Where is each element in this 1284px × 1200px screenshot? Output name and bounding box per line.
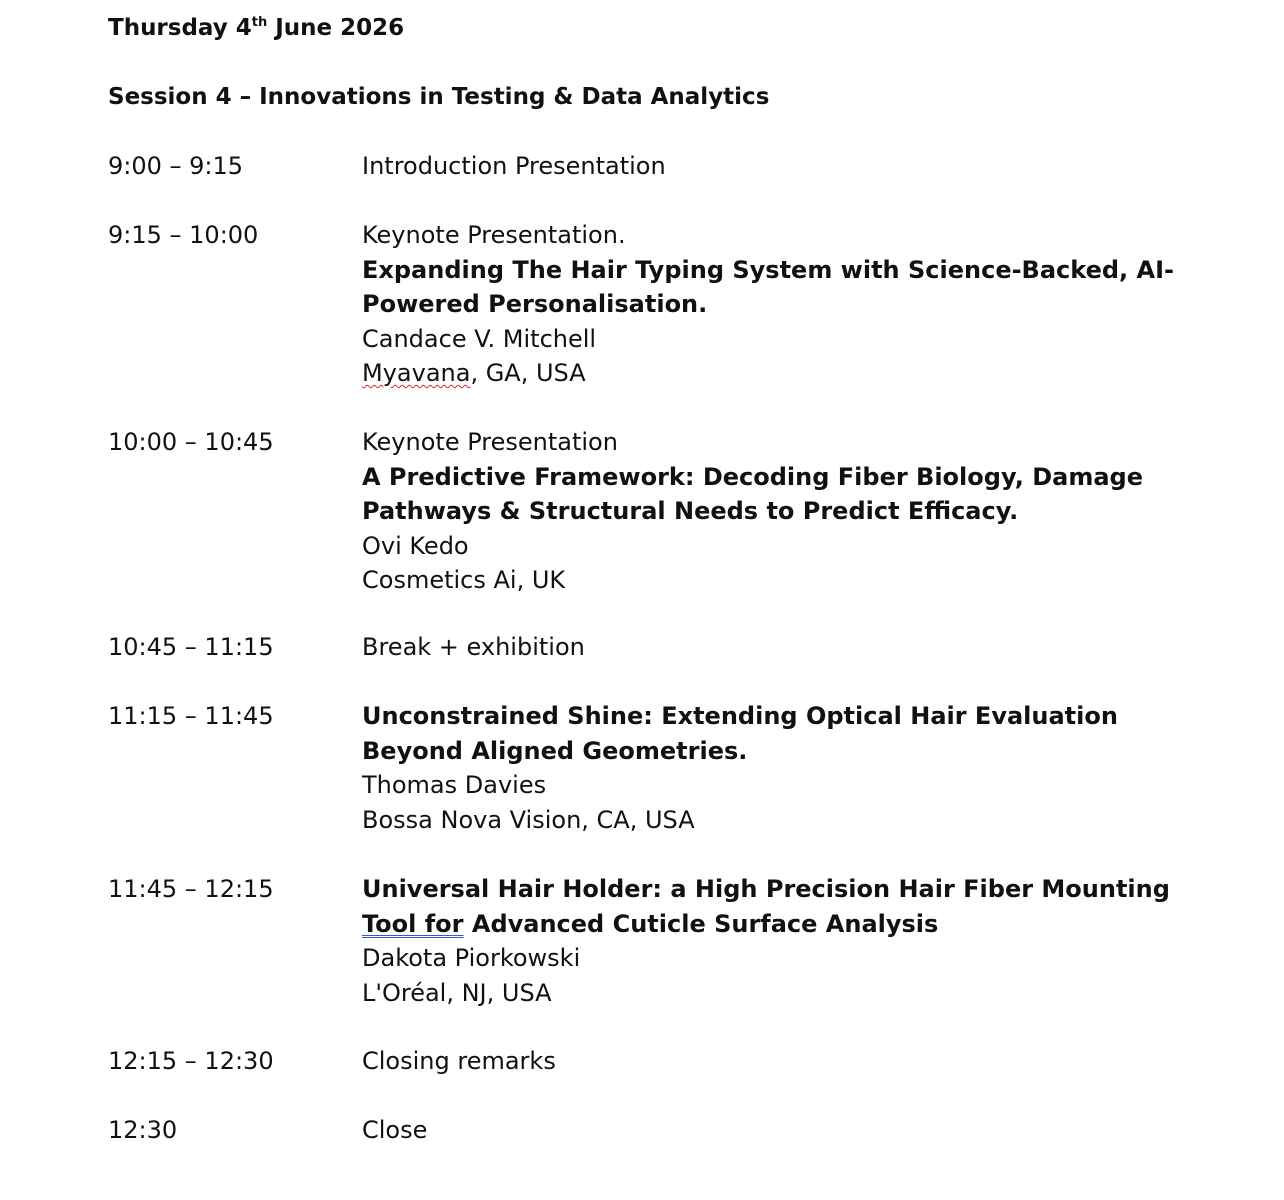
talk-title bbox=[362, 907, 1162, 942]
schedule-content bbox=[362, 630, 1162, 665]
session-type: Keynote Presentation bbox=[362, 428, 618, 456]
schedule-time: 11:15 – 11:45 bbox=[108, 702, 274, 730]
schedule-time: 10:00 – 10:45 bbox=[108, 428, 274, 456]
talk-title: Expanding The Hair Typing System with Science-Backed, AI- bbox=[362, 255, 1174, 284]
date-ordinal-suffix: th bbox=[251, 15, 268, 30]
schedule-time: 12:30 bbox=[108, 1116, 178, 1144]
session-type: Close bbox=[362, 1116, 428, 1144]
schedule-time: 9:15 – 10:00 bbox=[108, 221, 259, 249]
grammar-flagged-phrase[interactable]: Tool for bbox=[362, 909, 464, 938]
talk-title: Beyond Aligned Geometries. bbox=[362, 736, 748, 765]
speaker-affiliation: Cosmetics Ai, UK bbox=[362, 566, 566, 594]
affiliation-location: , GA, USA bbox=[470, 359, 586, 387]
speaker-name: Dakota Piorkowski bbox=[362, 944, 581, 972]
session-title: Session 4 – Innovations in Testing & Data Analytics bbox=[108, 84, 770, 110]
session-type: Break + exhibition bbox=[362, 633, 585, 661]
schedule-time: 9:00 – 9:15 bbox=[108, 152, 244, 180]
schedule-content bbox=[362, 872, 1170, 1010]
session-type: Keynote Presentation. bbox=[362, 221, 626, 249]
talk-title: Powered Personalisation. bbox=[362, 290, 708, 318]
speaker-name: Ovi Kedo bbox=[362, 531, 469, 560]
schedule-time: 12:15 – 12:30 bbox=[108, 1047, 274, 1075]
schedule-content bbox=[362, 699, 1162, 837]
schedule-content bbox=[362, 149, 1162, 184]
speaker-name: Candace V. Mitchell bbox=[362, 324, 597, 353]
schedule-content bbox=[362, 1113, 1162, 1148]
date-rest: June 2026 bbox=[267, 15, 405, 41]
schedule-content bbox=[362, 1044, 1162, 1079]
session-type: Introduction Presentation bbox=[362, 152, 666, 180]
speaker-name: Thomas Davies bbox=[362, 771, 547, 799]
talk-title: Pathways & Structural Needs to Predict Efficacy. bbox=[362, 497, 1019, 525]
talk-title: Universal Hair Holder: a High Precision Hair Fiber Mounting bbox=[362, 875, 1170, 903]
talk-title-rest: Advanced Cuticle Surface Analysis bbox=[463, 909, 939, 938]
talk-title: A Predictive Framework: Decoding Fiber Biology, Damage bbox=[362, 462, 1143, 491]
spellcheck-flagged-word[interactable]: Myavana bbox=[362, 359, 471, 387]
schedule-content bbox=[362, 218, 1174, 391]
speaker-affiliation: L'Oréal, NJ, USA bbox=[362, 978, 552, 1007]
session-type: Closing remarks bbox=[362, 1047, 556, 1075]
speaker-affiliation: Bossa Nova Vision, CA, USA bbox=[362, 805, 695, 834]
schedule-time: 10:45 – 11:15 bbox=[108, 633, 274, 661]
talk-title: Unconstrained Shine: Extending Optical Hair Evaluation bbox=[362, 702, 1118, 730]
speaker-affiliation bbox=[362, 356, 1162, 391]
date-prefix: Thursday 4 bbox=[108, 15, 252, 41]
date-heading bbox=[108, 11, 404, 49]
schedule-content bbox=[362, 425, 1162, 598]
schedule-time: 11:45 – 12:15 bbox=[108, 875, 274, 903]
